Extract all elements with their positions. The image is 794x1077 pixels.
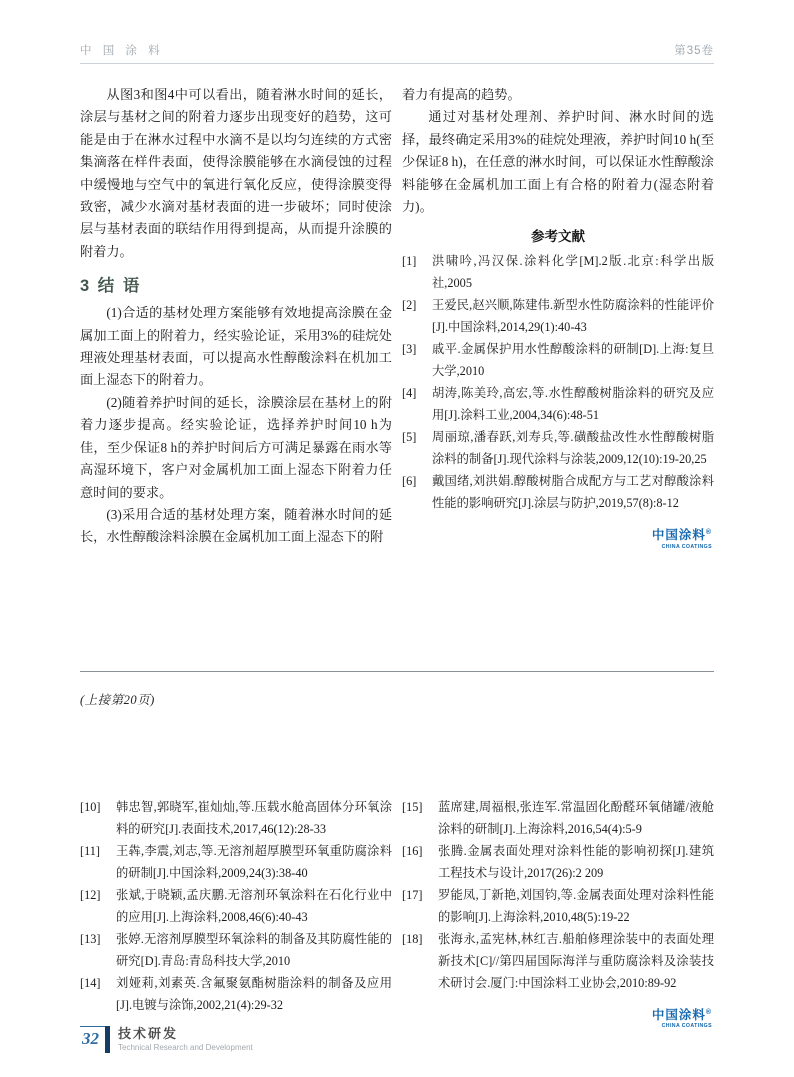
ref-text: 胡涛,陈美玲,高宏,等.水性醇酸树脂涂料的研究及应用[J].涂料工业,2004,34(6):48-51 (432, 386, 714, 423)
reference-item (402, 840, 714, 884)
reference-item (402, 382, 714, 426)
page-number-box (80, 1026, 105, 1053)
reference-item (80, 928, 392, 972)
reference-list-main (402, 250, 714, 514)
ref-number: [2] (402, 298, 417, 313)
ref-text: 戴国绪,刘洪娟.醇酸树脂合成配方与工艺对醇酸涂料性能的影响研究[J].涂层与防护,2019,57(8):8-12 (432, 474, 714, 511)
reference-item (402, 884, 714, 928)
logo-en-text: CHINA COATINGS (661, 1022, 712, 1029)
ref-text: 王爱民,赵兴顺,陈建伟.新型水性防腐涂料的性能评价[J].中国涂料,2014,29(1):40-43 (432, 298, 714, 335)
ref-text: 蓝席建,周福根,张连军.常温固化酚醛环氧储罐/液舱涂料的研制[J].上海涂料,2016,54(4):5-9 (438, 799, 714, 836)
reference-item (402, 426, 714, 470)
ref-number: [10] (80, 799, 101, 814)
ref-number: [16] (402, 843, 423, 858)
page-number: 32 (82, 1029, 99, 1048)
continued-reference-columns (80, 796, 714, 1030)
footer-accent-bar (105, 1026, 110, 1053)
section-heading-conclusion: 3 结 语 (80, 277, 142, 296)
reference-item (402, 796, 714, 840)
reference-list-left (80, 796, 392, 1030)
ref-number: [11] (80, 843, 101, 858)
ref-text: 周丽琼,潘春跃,刘寿兵,等.磺酸盐改性水性醇酸树脂涂料的制备[J].现代涂料与涂装,2009,12(10):19-20,25 (432, 430, 714, 467)
ref-number: [18] (402, 931, 423, 946)
reference-item (80, 884, 392, 928)
conclusion-paragraph-3: (3)采用合适的基材处理方案，随着淋水时间的延长，水性醇酸涂料涂膜在金属机加工面上湿态下的附 (80, 506, 392, 545)
ref-number: [17] (402, 887, 423, 902)
page-footer (80, 1026, 253, 1053)
reference-list-right (402, 796, 714, 1030)
logo-cn-text: 中国涂料® (651, 528, 712, 543)
footer-section-title: 技术研发 (118, 1026, 179, 1041)
ref-number: [5] (402, 430, 417, 445)
reference-item (402, 928, 714, 994)
conclusion-paragraph-1: (1)合适的基材处理方案能够有效地提高涂膜在金属加工面上的附着力，经实验论证，采用3%的硅烷处理液处理基材表面，可以提高水性醇酸涂料在机加工面上湿态下的附着力。 (80, 305, 392, 388)
logo-en-text: CHINA COATINGS (661, 543, 712, 550)
ref-text: 张婷.无溶剂厚膜型环氧涂料的制备及其防腐性能的研究[D].青岛:青岛科技大学,2010 (116, 931, 392, 968)
ref-text: 戚平.金属保护用水性醇酸涂料的研制[D].上海:复旦大学,2010 (432, 342, 714, 379)
ref-number: [3] (402, 342, 417, 357)
reference-item (80, 796, 392, 840)
ref-text: 罗能凤,丁新艳,刘国钧,等.金属表面处理对涂料性能的影响[J].上海涂料,2010,48(5):19-22 (438, 887, 714, 924)
reference-item (402, 294, 714, 338)
footer-section-block (118, 1026, 253, 1053)
paragraph-summary: 通过对基材处理剂、养护时间、淋水时间的选择，最终确定采用3%的硅烷处理液，养护时间10 h(至少保证8 h)，在任意的淋水时间，可以保证水性醇酸涂料能够在金属机加工面上有合格的附着力(湿态附着力)。 (402, 109, 714, 215)
ref-text: 张斌,于晓颖,孟庆鹏.无溶剂环氧涂料在石化行业中的应用[J].上海涂料,2008,46(6):40-43 (116, 887, 392, 924)
right-column (402, 84, 714, 551)
section-divider (80, 671, 714, 672)
ref-number: [6] (402, 474, 417, 489)
ref-text: 洪啸吟,冯汉保.涂料化学[M].2版.北京:科学出版社,2005 (432, 254, 714, 291)
journal-name: 中 国 涂 料 (80, 45, 164, 57)
ref-number: [4] (402, 386, 417, 401)
brand-logo (402, 526, 714, 550)
reference-item (80, 840, 392, 884)
reference-item (402, 338, 714, 382)
registered-mark: ® (705, 1008, 712, 1016)
ref-number: [14] (80, 975, 101, 990)
ref-text: 王犇,李震,刘志,等.无溶剂超厚膜型环氧重防腐涂料的研制[J].中国涂料,2009,24(3):38-40 (116, 843, 392, 880)
continued-from-note: (上接第20页) (80, 692, 155, 707)
continuation-line: 着力有提高的趋势。 (402, 87, 521, 102)
paragraph-discussion: 从图3和图4中可以看出，随着淋水时间的延长，涂层与基材之间的附着力逐步出现变好的趋势，这可能是由于在淋水过程中水滴不是以均匀连续的方式密集滴落在样件表面，使得涂膜能够在水滴侵蚀的过程中缓慢地与空气中的氧进行氧化反应，使得涂膜变得致密，减少水滴对基材表面的进一步破坏；同时使涂层与基材表面的联结作用得到提高，从而提升涂膜的附着力。 (80, 87, 392, 259)
reference-item (80, 972, 392, 1016)
brand-logo (402, 1006, 714, 1030)
logo-cn-text: 中国涂料® (651, 1007, 712, 1022)
ref-text: 刘娅莉,刘素英.含氟聚氨酯树脂涂料的制备及应用[J].电镀与涂饰,2002,21(4):29-32 (116, 975, 392, 1012)
ref-text: 张腾.金属表面处理对涂料性能的影响初探[J].建筑工程技术与设计,2017(26):2 209 (438, 843, 714, 880)
ref-number: [15] (402, 799, 423, 814)
ref-number: [13] (80, 931, 101, 946)
references-heading: 参考文献 (531, 229, 585, 245)
ref-text: 韩忠智,郭晓军,崔灿灿,等.压载水舱高固体分环氧涂料的研究[J].表面技术,2017,46(12):28-33 (116, 799, 392, 836)
left-column (80, 84, 392, 551)
reference-item (402, 470, 714, 514)
reference-item (402, 250, 714, 294)
volume-label: 第35卷 (674, 45, 714, 57)
ref-number: [1] (402, 254, 417, 269)
article-columns (80, 84, 714, 551)
ref-number: [12] (80, 887, 101, 902)
conclusion-paragraph-2: (2)随着养护时间的延长，涂膜涂层在基材上的附着力逐步提高。经实验论证，选择养护时间10 h为佳，至少保证8 h的养护时间后方可满足暴露在雨水等高湿环境下，客户对金属机加工面上湿态下附着力任意时间的要求。 (80, 394, 392, 500)
registered-mark: ® (705, 529, 712, 537)
running-head (80, 0, 714, 64)
footer-section-subtitle: Technical Research and Development (118, 1043, 253, 1052)
ref-text: 张海永,孟宪林,林红吉.船舶修理涂装中的表面处理新技术[C]//第四届国际海洋与重防腐涂料及涂装技术研讨会.厦门:中国涂料工业协会,2010:89-92 (438, 931, 714, 990)
